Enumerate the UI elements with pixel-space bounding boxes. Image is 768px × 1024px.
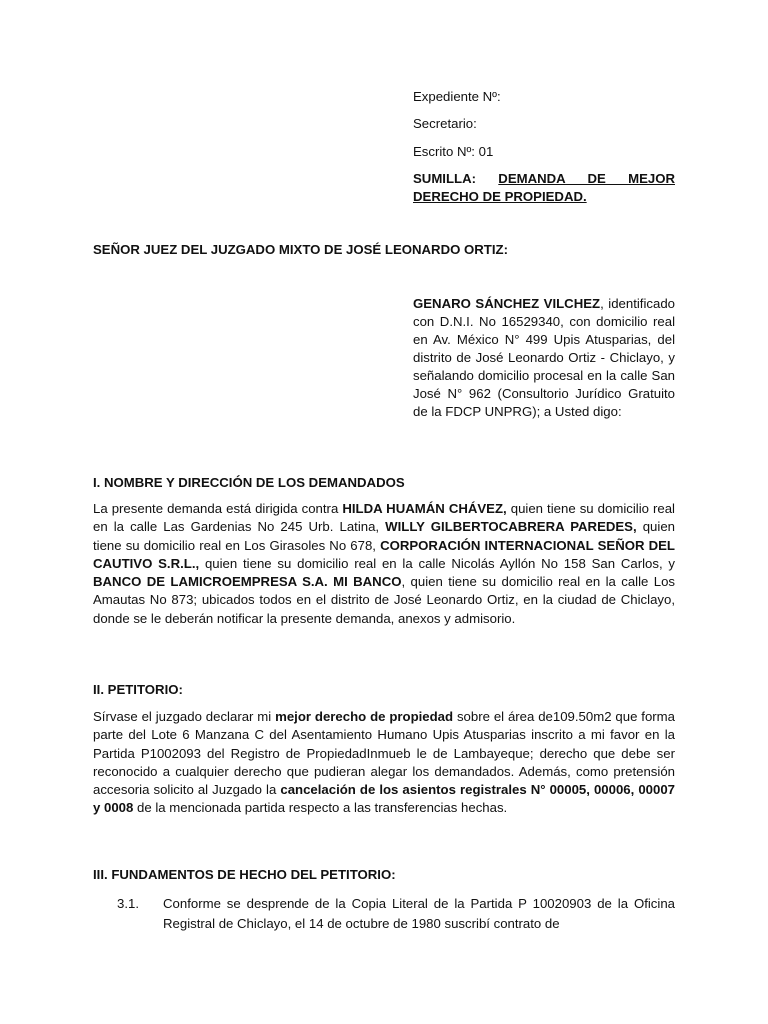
demandados-paragraph: La presente demanda está dirigida contra HILDA HUAMÁN CHÁVEZ, quien tiene su domicilio real en la calle Las Gardenias No 245 Urb. Latina, WILLY GILBERTOCABRERA PAREDES, quien tiene su domicilio real en Los Girasoles No 678, CORPORACIÓN INTERNACIONAL SEÑOR DEL CAUTIVO S.R.L., quien tiene su domicilio real en la calle Nicolás Ayllón No 158 San Carlos, y BANCO DE LAMICROEMPRESA S.A. MI BANCO, quien tiene su domicilio real en la calle Los Amautas No 873; ubicados todos en el distrito de José Leonardo Ortiz, en la ciudad de Chiclayo, donde se le deberán notificar la presente demanda, anexos y admisorio. [93, 501, 675, 626]
addressee: SEÑOR JUEZ DEL JUZGADO MIXTO DE JOSÉ LEONARDO ORTIZ: [93, 242, 508, 257]
sumilla [413, 170, 675, 206]
list-item [117, 894, 675, 934]
expediente-line: Expediente Nº: [413, 89, 501, 104]
sumilla-text: DEMANDA DE MEJOR DERECHO DE PROPIEDAD. [413, 171, 675, 204]
plaintiff-details: , identificado con D.N.I. No 16529340, con domicilio real en Av. México N° 499 Upis Atusparias, del distrito de José Leonardo Ortiz - Chiclayo, y señalando domicilio procesal en la calle San José N° 962 (Consultorio Jurídico Gratuito de la FDCP UNPRG); a Usted digo: [413, 296, 675, 419]
petitorio-paragraph: Sírvase el juzgado declarar mi mejor derecho de propiedad sobre el área de109.50m2 que forma parte del Lote 6 Manzana C del Asentamiento Humano Upis Atusparias inscrito a mi favor en la Partida P1002093 del Registro de PropiedadInmueb le de Lambayeque; derecho que debe ser reconocido a cualquier derecho que pudieran alegar los demandados. Además, como pretensión accesoria solicito al Juzgado la cancelación de los asientos registrales N° 00005, 00006, 00007 y 0008 de la mencionada partida respecto a las transferencias hechas. [93, 709, 676, 816]
section-heading-demandados: I. NOMBRE Y DIRECCIÓN DE LOS DEMANDADOS [93, 475, 405, 490]
item-number: 3.1. [117, 896, 139, 911]
sumilla-label: SUMILLA: [413, 171, 476, 186]
plaintiff-name: GENARO SÁNCHEZ VILCHEZ [413, 296, 601, 311]
section-heading-fundamentos: III. FUNDAMENTOS DE HECHO DEL PETITORIO: [93, 867, 396, 882]
item-text: Conforme se desprende de la Copia Literal de la Partida P 10020903 de la Oficina Registral de Chiclayo, el 14 de octubre de 1980 suscribí contrato de [163, 896, 675, 931]
secretario-line: Secretario: [413, 116, 477, 131]
party-introduction [413, 295, 675, 421]
escrito-line: Escrito Nº: 01 [413, 144, 494, 159]
section-heading-petitorio: II. PETITORIO: [93, 682, 183, 697]
